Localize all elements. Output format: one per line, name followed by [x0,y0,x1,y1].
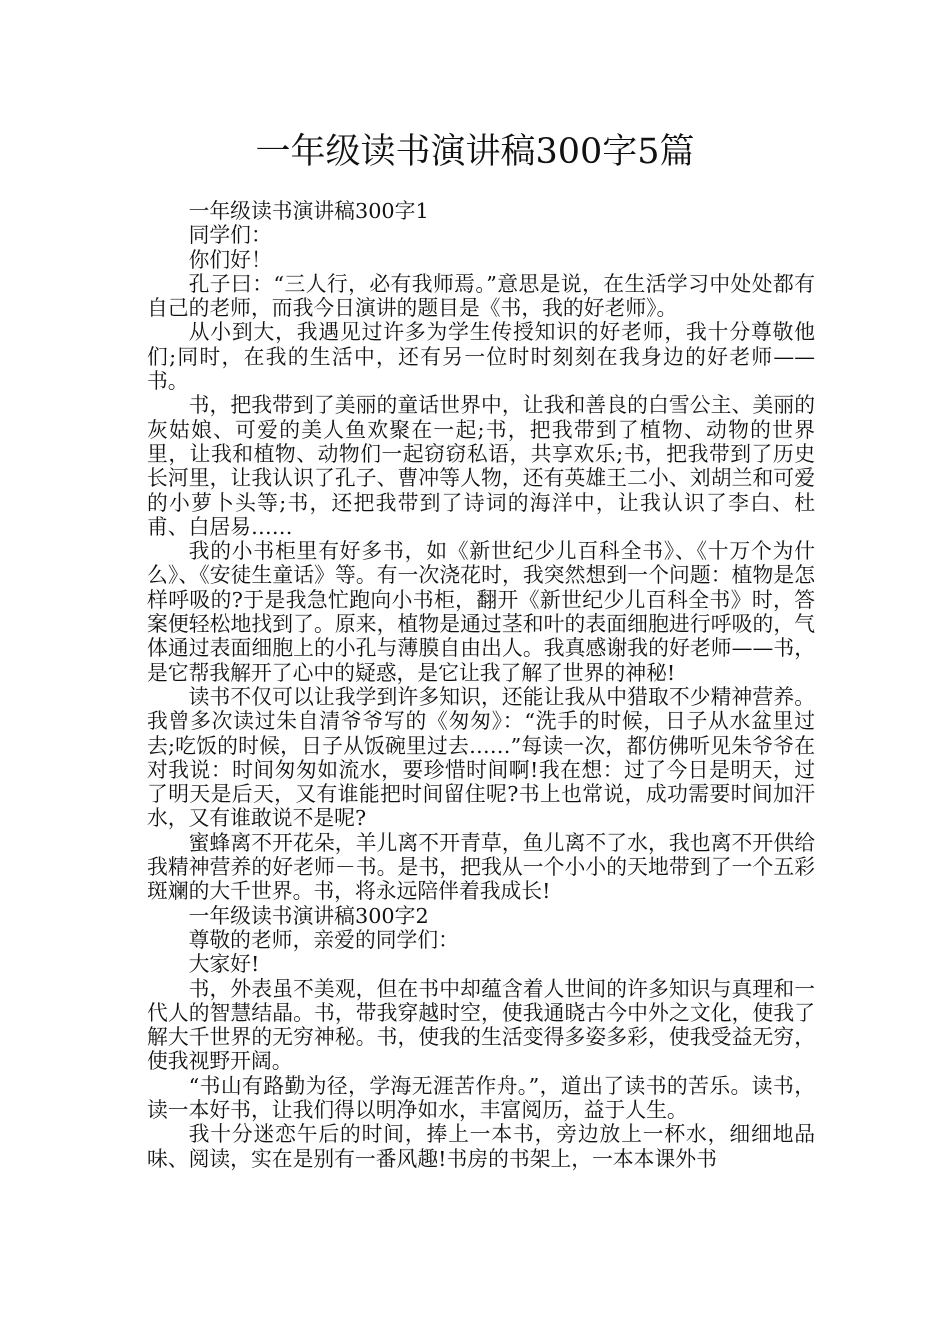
paragraph: 读书不仅可以让我学到许多知识，还能让我从中猎取不少精神营养。我曾多次读过朱自清爷爷写的《匆匆》：“洗手的时候，日子从水盆里过去;吃饭的时候，日子从饭碗里过去……”每读一次，都仿佛听见朱爷爷在对我说：时间匆匆如流水，要珍惜时间啊!我在想：过了今日是明天，过了明天是后天，又有谁能把时间留住呢?书上也常说，成功需要时间加汗水，又有谁敢说不是呢? [147,684,815,831]
paragraph: 孔子曰：“三人行，必有我师焉。”意思是说，在生活学习中处处都有自己的老师，而我今日演讲的题目是《书，我的好老师》。 [147,271,815,321]
paragraph: 书，外表虽不美观，但在书中却蕴含着人世间的许多知识与真理和一代人的智慧结晶。书，带我穿越时空，使我通晓古今中外之文化，使我了解大千世界的无穷神秘。书，使我的生活变得多姿多彩，使我受益无穷，使我视野开阔。 [147,976,815,1074]
paragraph: 我十分迷恋午后的时间，捧上一本书，旁边放上一杯水，细细地品味、阅读，实在是别有一番风趣!书房的书架上，一本本课外书 [147,1122,815,1171]
section-heading-1: 一年级读书演讲稿300字1 [188,199,429,223]
document-title: 一年级读书演讲稿300字5篇 [255,132,695,172]
greeting: 你们好！ [188,247,272,272]
paragraph: “书山有路勤为径，学海无涯苦作舟。”，道出了读书的苦乐。读书，读一本好书，让我们得以明净如水，丰富阅历，益于人生。 [147,1073,815,1122]
paragraph: 蜜蜂离不开花朵，羊儿离不开青草，鱼儿离不了水，我也离不开供给我精神营养的好老师－书。是书，把我从一个小小的天地带到了一个五彩斑斓的大千世界。书，将永远陪伴着我成长! [147,830,815,904]
paragraph: 我的小书柜里有好多书，如《新世纪少儿百科全书》、《十万个为什么》、《安徒生童话》等。有一次浇花时，我突然想到一个问题：植物是怎样呼吸的?于是我急忙跑向小书柜，翻开《新世纪少儿百科全书》时，答案便轻松地找到了。原来，植物是通过茎和叶的表面细胞进行呼吸的，气体通过表面细胞上的小孔与薄膜自由出人。我真感谢我的好老师——书，是它帮我解开了心中的疑惑，是它让我了解了世界的神秘! [147,539,815,685]
paragraph: 从小到大，我遇见过许多为学生传授知识的好老师，我十分尊敬他们;同时，在我的生活中，还有另一位时时刻刻在我身边的好老师——书。 [147,320,815,394]
greeting: 大家好! [188,952,260,977]
document-body [147,199,815,1171]
salutation: 尊敬的老师，亲爱的同学们： [188,927,459,952]
paragraph: 书，把我带到了美丽的童话世界中，让我和善良的白雪公主、美丽的灰姑娘、可爱的美人鱼欢聚在一起;书，把我带到了植物、动物的世界里，让我和植物、动物们一起窃窃私语，共享欢乐;书，把我带到了历史长河里，让我认识了孔子、曹冲等人物，还有英雄王二小、刘胡兰和可爱的小萝卜头等;书，还把我带到了诗词的海洋中，让我认识了李白、杜甫、白居易…… [147,393,815,539]
salutation: 同学们： [188,223,272,248]
section-heading-2: 一年级读书演讲稿300字2 [188,903,429,928]
